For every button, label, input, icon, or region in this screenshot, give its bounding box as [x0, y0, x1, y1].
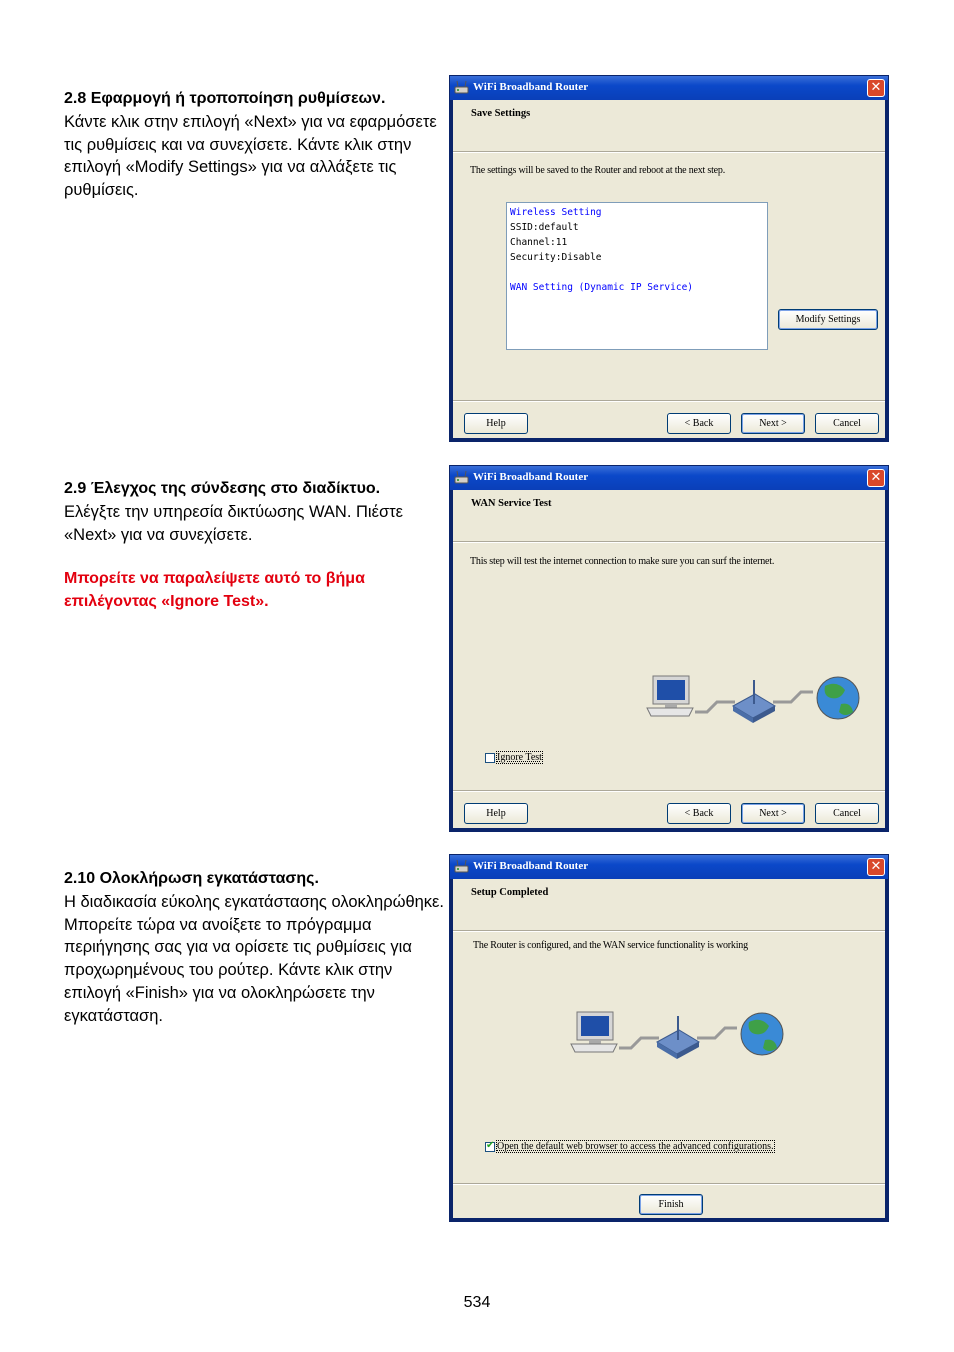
- back-button[interactable]: < Back: [667, 413, 731, 434]
- close-button[interactable]: [867, 79, 885, 97]
- section-title: 2.10 Ολοκλήρωση εγκατάστασης.: [64, 870, 319, 887]
- security-value: Security:Disable: [510, 252, 602, 263]
- router-app-icon: [454, 470, 469, 485]
- dialog-titlebar[interactable]: [450, 76, 888, 100]
- ignore-test-checkbox[interactable]: [485, 752, 542, 763]
- router-app-icon: [454, 80, 469, 95]
- cancel-button[interactable]: Cancel: [815, 413, 879, 434]
- dialog-body: [453, 879, 885, 1218]
- section-body: Κάντε κλικ στην επιλογή «Next» για να εφαρμόσετε τις ρυθμίσεις και να συνεχίσετε. Κάντε κλικ στην επιλογή «Modify Settings» για να αλλάξετε τις ρυθμίσεις.: [64, 112, 437, 200]
- section-title: 2.9 Έλεγχος της σύνδεσης στο διαδίκτυο.: [64, 480, 381, 497]
- next-button[interactable]: Next >: [741, 413, 805, 434]
- section-body: Η διαδικασία εύκολης εγκατάστασης ολοκληρώθηκε. Μπορείτε τώρα να ανοίξετε το πρόγραμμα περιήγησης σας για να ορίσετε τις ρυθμίσεις για προχωρημένους του ρούτερ. Κάντε κλικ στην επιλογή «Finish» για να ολοκληρώσετε την εγκατάσταση.: [64, 892, 444, 1025]
- page-heading: WAN Service Test: [471, 498, 552, 509]
- step-description: The Router is configured, and the WAN service functionality is working: [473, 940, 748, 951]
- back-button[interactable]: < Back: [667, 803, 731, 824]
- header-panel: [453, 100, 885, 152]
- globe-icon: [741, 1013, 783, 1055]
- dialog-titlebar[interactable]: [450, 855, 888, 879]
- dialog-body: [453, 490, 885, 828]
- close-icon: ✕: [870, 859, 882, 874]
- dialog-titlebar[interactable]: [450, 466, 888, 490]
- checkbox-box[interactable]: [485, 1139, 495, 1152]
- router-app-icon: [454, 859, 469, 874]
- network-diagram: [569, 1004, 789, 1080]
- settings-summary-list[interactable]: [506, 202, 768, 350]
- page-heading: Save Settings: [471, 108, 531, 119]
- next-button[interactable]: Next >: [741, 803, 805, 824]
- section-2-8: [64, 88, 444, 202]
- section-title: 2.8 Εφαρμογή ή τροποποίηση ρυθμίσεων.: [64, 90, 386, 107]
- cancel-button[interactable]: Cancel: [815, 803, 879, 824]
- close-button[interactable]: [867, 469, 885, 487]
- window-title: WiFi Broadband Router: [473, 471, 589, 483]
- router-icon: [733, 680, 775, 723]
- router-icon: [657, 1016, 699, 1059]
- window-title: WiFi Broadband Router: [473, 81, 589, 93]
- save-settings-dialog: [449, 75, 889, 442]
- ssid-value: SSID:default: [510, 222, 579, 233]
- modify-settings-button[interactable]: Modify Settings: [778, 309, 878, 330]
- close-button[interactable]: [867, 858, 885, 876]
- checkbox-box[interactable]: [485, 753, 495, 763]
- dialog-body: [453, 100, 885, 438]
- globe-icon: [817, 677, 859, 719]
- wan-service-test-dialog: [449, 465, 889, 832]
- section-body: Ελέγξτε την υπηρεσία δικτύωσης WAN. Πιέστε «Next» για να συνεχίσετε.: [64, 502, 403, 544]
- header-panel: [453, 879, 885, 931]
- checkbox-label[interactable]: Ignore Test: [497, 752, 542, 763]
- checkmark-icon: ✔: [486, 1139, 495, 1151]
- open-browser-checkbox[interactable]: [485, 1141, 774, 1152]
- computer-icon: [571, 1012, 617, 1052]
- setup-completed-dialog: [449, 854, 889, 1222]
- close-icon: ✕: [870, 80, 882, 95]
- help-button[interactable]: Help: [464, 803, 528, 824]
- wan-setting-heading: WAN Setting (Dynamic IP Service): [510, 282, 694, 293]
- section-note: Μπορείτε να παραλείψετε αυτό το βήμα επιλέγοντας «Ignore Test».: [64, 570, 365, 611]
- window-title: WiFi Broadband Router: [473, 860, 589, 872]
- network-diagram: [645, 668, 865, 744]
- checkbox-label[interactable]: Open the default web browser to access the advanced configurations.: [497, 1141, 774, 1152]
- section-2-10: [64, 868, 444, 1028]
- page-heading: Setup Completed: [471, 887, 549, 898]
- close-icon: ✕: [870, 470, 882, 485]
- step-description: The settings will be saved to the Router and reboot at the next step.: [470, 165, 726, 176]
- help-button[interactable]: Help: [464, 413, 528, 434]
- finish-button[interactable]: Finish: [639, 1194, 703, 1215]
- channel-value: Channel:11: [510, 237, 568, 248]
- page-number: 534: [463, 1294, 491, 1311]
- header-panel: [453, 490, 885, 542]
- wireless-setting-heading: Wireless Setting: [510, 207, 602, 218]
- step-description: This step will test the internet connection to make sure you can surf the internet.: [470, 556, 775, 567]
- section-2-9: [64, 478, 444, 614]
- computer-icon: [647, 676, 693, 716]
